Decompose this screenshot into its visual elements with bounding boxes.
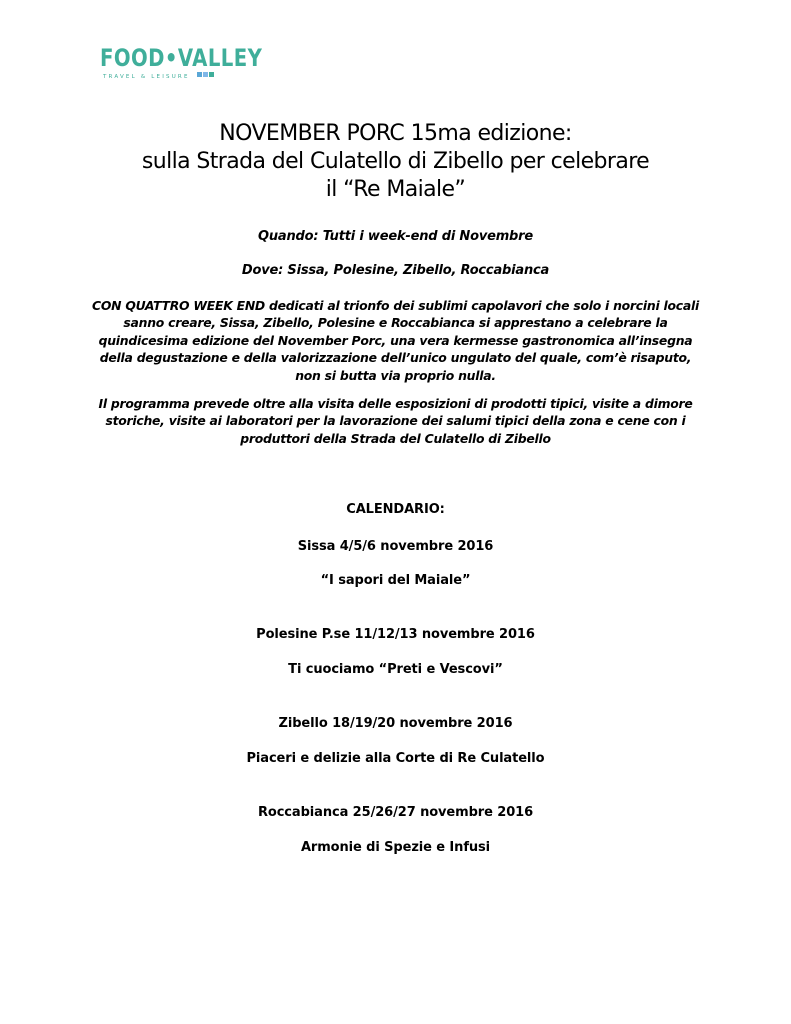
- calendar-heading: CALENDARIO:: [346, 502, 445, 517]
- event-place-date: Sissa 4/5/6 novembre 2016: [297, 539, 494, 554]
- event-place-date: Roccabianca 25/26/27 novembre 2016: [257, 805, 534, 820]
- where-text: Dove: Sissa, Polesine, Zibello, Roccabianca: [241, 263, 550, 278]
- intro-line: non si butta via proprio nulla.: [295, 367, 496, 383]
- title-line-3: il “Re Maiale”: [325, 177, 466, 202]
- title-line-2: sulla Strada del Culatello di Zibello per celebrare: [141, 149, 650, 174]
- event-title: Armonie di Spezie e Infusi: [300, 840, 491, 855]
- logo-squares-icon: [197, 72, 217, 80]
- intro-line: CON QUATTRO WEEK END dedicati al trionfo dei sublimi capolavori che solo i norcini locali: [92, 298, 699, 313]
- intro-line: sanno creare, Sissa, Zibello, Polesine e Roccabianca si apprestano a celebrare la: [123, 315, 668, 331]
- intro-paragraph: [90, 297, 701, 384]
- event-title: “I sapori del Maiale”: [320, 573, 471, 588]
- logo-square-2: [203, 72, 208, 77]
- logo-square-3: [209, 72, 214, 77]
- event-place-date: Polesine P.se 11/12/13 novembre 2016: [256, 627, 535, 642]
- program-line: storiche, visite ai laboratori per la lavorazione dei salumi tipici della zona e cene con i: [105, 413, 686, 429]
- intro-line: quindicesima edizione del November Porc, una vera kermesse gastronomica all’insegna: [98, 332, 693, 348]
- intro-line: della degustazione e della valorizzazione dell’unico ungulato del quale, com’è risaputo,: [99, 350, 692, 366]
- title-line-1: NOVEMBER PORC 15ma edizione:: [219, 121, 572, 146]
- event-title: Piaceri e delizie alla Corte di Re Culatello: [246, 751, 545, 766]
- event-place-date: Zibello 18/19/20 novembre 2016: [278, 716, 513, 731]
- program-paragraph: [90, 395, 701, 447]
- program-line: Il programma prevede oltre alla visita delle esposizioni di prodotti tipici, visite a dimore: [98, 396, 693, 411]
- food-valley-logo: [100, 42, 263, 92]
- logo-tagline: TRAVEL & LEISURE: [103, 74, 190, 80]
- event-title: Ti cuociamo “Preti e Vescovi”: [288, 662, 503, 677]
- page-title: [60, 120, 731, 204]
- logo-square-1: [197, 72, 202, 77]
- when-text: Quando: Tutti i week-end di Novembre: [258, 229, 533, 244]
- logo-wordmark: FOOD•VALLEY: [100, 44, 263, 72]
- program-line: produttori della Strada del Culatello di Zibello: [240, 430, 551, 446]
